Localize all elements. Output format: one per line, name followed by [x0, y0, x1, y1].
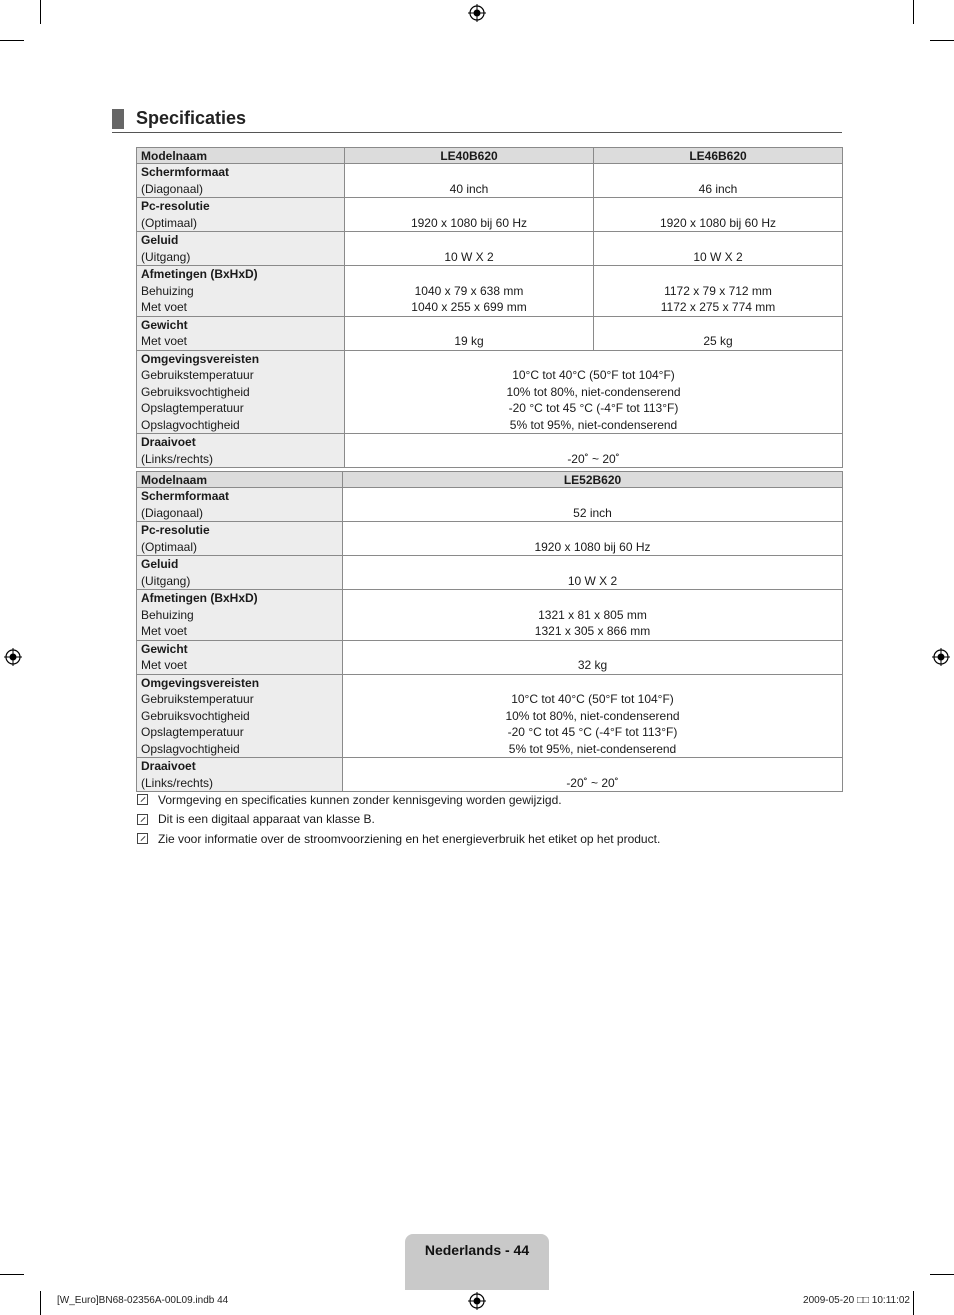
row-subtitle: Behuizing	[141, 607, 194, 622]
row-title: Gewicht	[141, 641, 188, 656]
header-model-name: Modelnaam	[137, 148, 345, 164]
row-label	[137, 640, 343, 674]
registration-mark-icon	[932, 648, 950, 666]
spec-table-2	[136, 471, 843, 792]
cell-value: 1920 x 1080 bij 60 Hz	[343, 522, 843, 556]
value-line: 1321 x 81 x 805 mm	[538, 607, 647, 622]
row-subtitle: Met voet	[141, 624, 188, 638]
page-number: Nederlands - 44	[424, 1242, 530, 1258]
value-line: -20 °C tot 45 °C (-4°F tot 113°F)	[508, 401, 679, 415]
row-label	[137, 590, 343, 641]
row-subtitle: (Optimaal)	[141, 539, 198, 554]
table-row	[137, 266, 843, 317]
cell-value: 19 kg	[345, 316, 594, 350]
header-model-name: Modelnaam	[137, 472, 343, 488]
crop-mark	[0, 40, 24, 41]
table-row	[137, 232, 843, 266]
note-text: Vormgeving en specificaties kunnen zonder kennisgeving worden gewijzigd.	[158, 792, 562, 807]
row-label	[137, 434, 345, 468]
cell-value: 52 inch	[343, 488, 843, 522]
note-item	[137, 810, 660, 830]
row-title: Pc-resolutie	[141, 199, 210, 213]
table-row	[137, 350, 843, 434]
row-title: Draaivoet	[141, 759, 196, 773]
row-label	[137, 758, 343, 792]
row-subtitle: Met voet	[141, 334, 188, 348]
row-subtitle: Opslagvochtigheid	[141, 417, 240, 432]
row-subtitle: Gebruiksvochtigheid	[141, 708, 250, 723]
value-line: 1172 x 79 x 712 mm	[664, 283, 772, 298]
row-label	[137, 350, 345, 434]
row-subtitle: (Links/rechts)	[141, 775, 214, 790]
crop-mark	[930, 40, 954, 41]
row-title: Omgevingsvereisten	[141, 351, 260, 366]
cell-value: -20˚ ~ 20˚	[343, 758, 843, 792]
table-row	[137, 488, 843, 522]
table-row	[137, 556, 843, 590]
note-icon	[137, 814, 148, 825]
note-item	[137, 790, 660, 810]
value-line: 10% tot 80%, niet-condenserend	[506, 384, 681, 399]
row-label	[137, 522, 343, 556]
row-title: Omgevingsvereisten	[141, 675, 260, 690]
row-subtitle: Gebruikstemperatuur	[141, 692, 254, 706]
print-info-left: [W_Euro]BN68-02356A-00L09.indb 44	[57, 1295, 229, 1306]
registration-mark-icon	[4, 648, 22, 666]
table-row	[137, 674, 843, 758]
cell-value: 1920 x 1080 bij 60 Hz	[594, 198, 843, 232]
table-row	[137, 316, 843, 350]
value-line: -20 °C tot 45 °C (-4°F tot 113°F)	[507, 725, 678, 739]
note-item	[137, 829, 660, 849]
table-row	[137, 434, 843, 468]
cell-value: 10 W X 2	[594, 232, 843, 266]
cell-value	[345, 350, 843, 434]
table-header-row	[137, 472, 843, 488]
row-label	[137, 266, 345, 317]
row-title: Geluid	[141, 233, 179, 247]
value-line: 1040 x 255 x 699 mm	[411, 300, 527, 314]
value-line: 1321 x 305 x 866 mm	[534, 624, 651, 638]
row-subtitle: (Optimaal)	[141, 215, 198, 230]
notes-list	[137, 790, 660, 849]
note-text: Dit is een digitaal apparaat van klasse B.	[158, 812, 375, 827]
table-row	[137, 758, 843, 792]
value-line: 10°C tot 40°C (50°F tot 104°F)	[511, 692, 674, 706]
row-title: Afmetingen (BxHxD)	[141, 591, 258, 605]
row-title: Schermformaat	[141, 489, 230, 503]
row-subtitle: Met voet	[141, 300, 188, 314]
row-subtitle: Gebruikstemperatuur	[141, 368, 254, 382]
row-label	[137, 198, 345, 232]
cell-value: 10 W X 2	[343, 556, 843, 590]
header-model-1: LE52B620	[343, 472, 843, 488]
table-header-row	[137, 148, 843, 164]
cell-value: 10 W X 2	[345, 232, 594, 266]
page-number-tab	[405, 1234, 549, 1290]
crop-mark	[913, 0, 914, 24]
row-subtitle: (Diagonaal)	[141, 505, 204, 520]
registration-mark-icon	[468, 1292, 486, 1310]
cell-value	[594, 266, 843, 317]
row-subtitle: Behuizing	[141, 283, 194, 298]
row-label	[137, 488, 343, 522]
cell-value: 1920 x 1080 bij 60 Hz	[345, 198, 594, 232]
row-subtitle: (Uitgang)	[141, 249, 191, 264]
row-subtitle: Opslagtemperatuur	[141, 725, 244, 739]
header-model-1: LE40B620	[345, 148, 594, 164]
registration-mark-icon	[468, 4, 486, 22]
crop-mark	[930, 1274, 954, 1275]
cell-value: -20˚ ~ 20˚	[345, 434, 843, 468]
row-label	[137, 556, 343, 590]
row-label	[137, 232, 345, 266]
row-subtitle: (Uitgang)	[141, 573, 191, 588]
table-row	[137, 640, 843, 674]
row-subtitle: Gebruiksvochtigheid	[141, 384, 250, 399]
value-line: 10% tot 80%, niet-condenserend	[505, 708, 680, 723]
row-subtitle: (Links/rechts)	[141, 451, 214, 466]
note-icon	[137, 794, 148, 805]
cell-value	[343, 590, 843, 641]
cell-value: 32 kg	[343, 640, 843, 674]
crop-mark	[0, 1274, 24, 1275]
section-heading	[112, 106, 842, 133]
cell-value	[345, 266, 594, 317]
value-line: 5% tot 95%, niet-condenserend	[508, 741, 677, 756]
cell-value: 46 inch	[594, 164, 843, 198]
note-icon	[137, 833, 148, 844]
row-label	[137, 674, 343, 758]
row-subtitle: (Diagonaal)	[141, 181, 204, 196]
row-title: Geluid	[141, 557, 179, 571]
crop-mark	[913, 1291, 914, 1315]
page-title: Specificaties	[136, 108, 247, 128]
table-row	[137, 198, 843, 232]
spec-table-1	[136, 147, 843, 468]
header-model-2: LE46B620	[594, 148, 843, 164]
heading-bar	[112, 109, 124, 129]
table-row	[137, 522, 843, 556]
row-title: Gewicht	[141, 317, 188, 332]
cell-value: 25 kg	[594, 316, 843, 350]
value-line: 1172 x 275 x 774 mm	[660, 300, 776, 314]
value-line: 5% tot 95%, niet-condenserend	[509, 417, 678, 432]
table-row	[137, 164, 843, 198]
table-row	[137, 590, 843, 641]
row-subtitle: Opslagvochtigheid	[141, 741, 240, 756]
row-subtitle: Opslagtemperatuur	[141, 401, 244, 415]
row-title: Afmetingen (BxHxD)	[141, 267, 258, 281]
cell-value: 40 inch	[345, 164, 594, 198]
value-line: 1040 x 79 x 638 mm	[414, 283, 524, 298]
row-title: Schermformaat	[141, 165, 230, 179]
cell-value	[343, 674, 843, 758]
row-label	[137, 316, 345, 350]
print-info-right: 2009-05-20 □□ 10:11:02	[803, 1295, 910, 1306]
row-label	[137, 164, 345, 198]
row-title: Draaivoet	[141, 435, 196, 449]
note-text: Zie voor informatie over de stroomvoorziening en het energieverbruik het etiket op het product.	[158, 831, 661, 846]
crop-mark	[40, 1291, 41, 1315]
row-subtitle: Met voet	[141, 658, 188, 672]
row-title: Pc-resolutie	[141, 523, 210, 537]
crop-mark	[40, 0, 41, 24]
value-line: 10°C tot 40°C (50°F tot 104°F)	[512, 368, 675, 382]
